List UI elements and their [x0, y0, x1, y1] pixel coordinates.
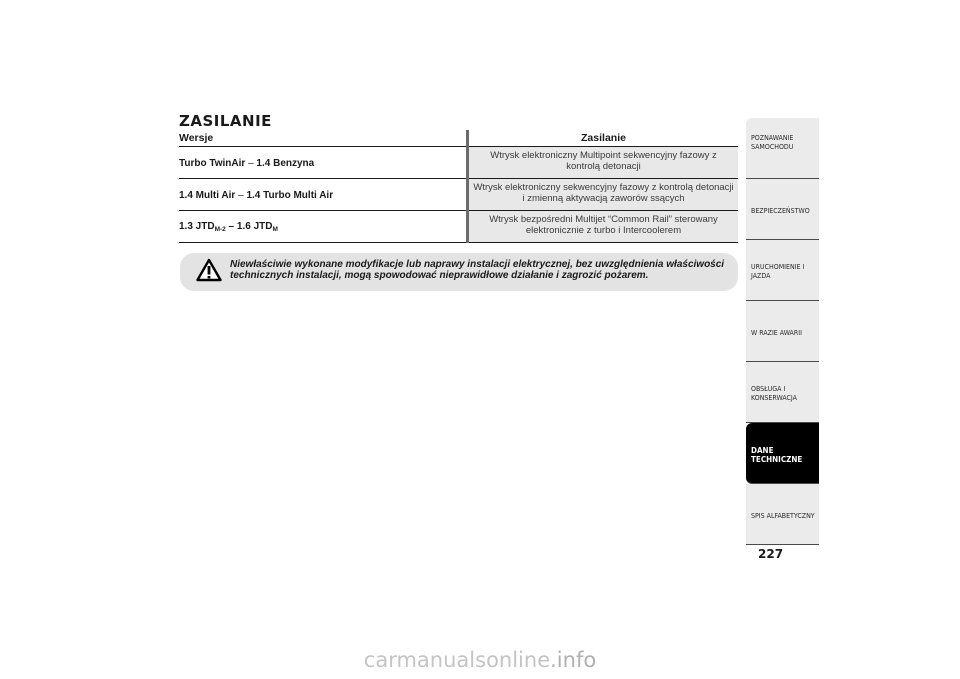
tab-spis-alfabetyczny[interactable]: [746, 484, 819, 545]
version-cell: [179, 147, 468, 179]
tab-label: BEZPIECZEŃSTWO: [751, 206, 810, 215]
version-name: 1.3 JTD: [179, 221, 215, 232]
warning-text: Niewłaściwie wykonane modyfikacje lub naprawy instalacji elektrycznej, bez uwzględnienia właściwości technicznych instalacji, mogą spowodować nieprawidłowe działanie i zagrozić pożarem.: [230, 259, 725, 281]
version-separator: –: [245, 157, 257, 169]
tab-w-razie-awarii[interactable]: [746, 301, 819, 362]
tab-label: KONSERWACJA: [751, 394, 797, 402]
supply-header: Zasilanie: [468, 130, 739, 147]
section-title: ZASILANIE: [179, 112, 272, 130]
versions-header: Wersje: [179, 130, 468, 147]
supply-cell: Wtrysk elektroniczny sekwencyjny fazowy z kontrolą detonacji i zmienną aktywacją zaworów ssących: [468, 179, 739, 211]
version-name: 1.6 JTD: [236, 221, 273, 232]
warning-box: [180, 253, 738, 291]
table-row: [179, 147, 738, 179]
fuel-supply-table: [179, 130, 738, 243]
chapter-nav: [746, 118, 819, 545]
tab-obsluga-i-konserwacja[interactable]: [746, 362, 819, 423]
tab-label: OBSŁUGA I: [751, 385, 786, 393]
table-row: [179, 179, 738, 211]
watermark-tld: .info: [550, 648, 597, 672]
table-row: [179, 211, 738, 243]
tab-poznawanie-samochodu[interactable]: [746, 118, 819, 179]
supply-cell: Wtrysk bezpośredni Multijet “Common Rail” sterowany elektronicznie z turbo i Intercoolerem: [468, 211, 739, 243]
warning-triangle-icon: [196, 258, 222, 287]
version-name: 1.4 Benzyna: [256, 157, 315, 169]
tab-label: JAZDA: [751, 272, 771, 280]
watermark: [0, 648, 960, 672]
tab-bezpieczenstwo[interactable]: [746, 179, 819, 240]
tab-label: SAMOCHODU: [751, 143, 794, 151]
version-name: 1.4 Turbo Multi Air: [246, 189, 334, 201]
version-cell: [179, 211, 468, 243]
watermark-name: carmanualsonline: [363, 648, 551, 672]
version-subscript: M: [272, 226, 278, 233]
version-separator: –: [235, 189, 247, 201]
version-subscript: M-2: [214, 226, 226, 233]
version-name: 1.4 Multi Air: [179, 189, 236, 201]
version-name: Turbo TwinAir: [179, 157, 246, 169]
tab-label: SPIS ALFABETYCZNY: [751, 511, 815, 520]
tab-label: URUCHOMIENIE I: [751, 263, 805, 271]
tab-label: TECHNICZNE: [751, 455, 803, 464]
tab-uruchomienie-i-jazda[interactable]: [746, 240, 819, 301]
tab-dane-techniczne[interactable]: [746, 423, 819, 484]
tab-label: DANE: [751, 446, 774, 455]
page-number: 227: [758, 547, 784, 561]
version-cell: [179, 179, 468, 211]
tab-label: POZNAWANIE: [751, 134, 794, 142]
supply-cell: Wtrysk elektroniczny Multipoint sekwencyjny fazowy z kontrolą detonacji: [468, 147, 739, 179]
version-separator: –: [225, 221, 237, 232]
table-header-row: [179, 130, 738, 147]
tab-label: W RAZIE AWARII: [751, 328, 802, 337]
